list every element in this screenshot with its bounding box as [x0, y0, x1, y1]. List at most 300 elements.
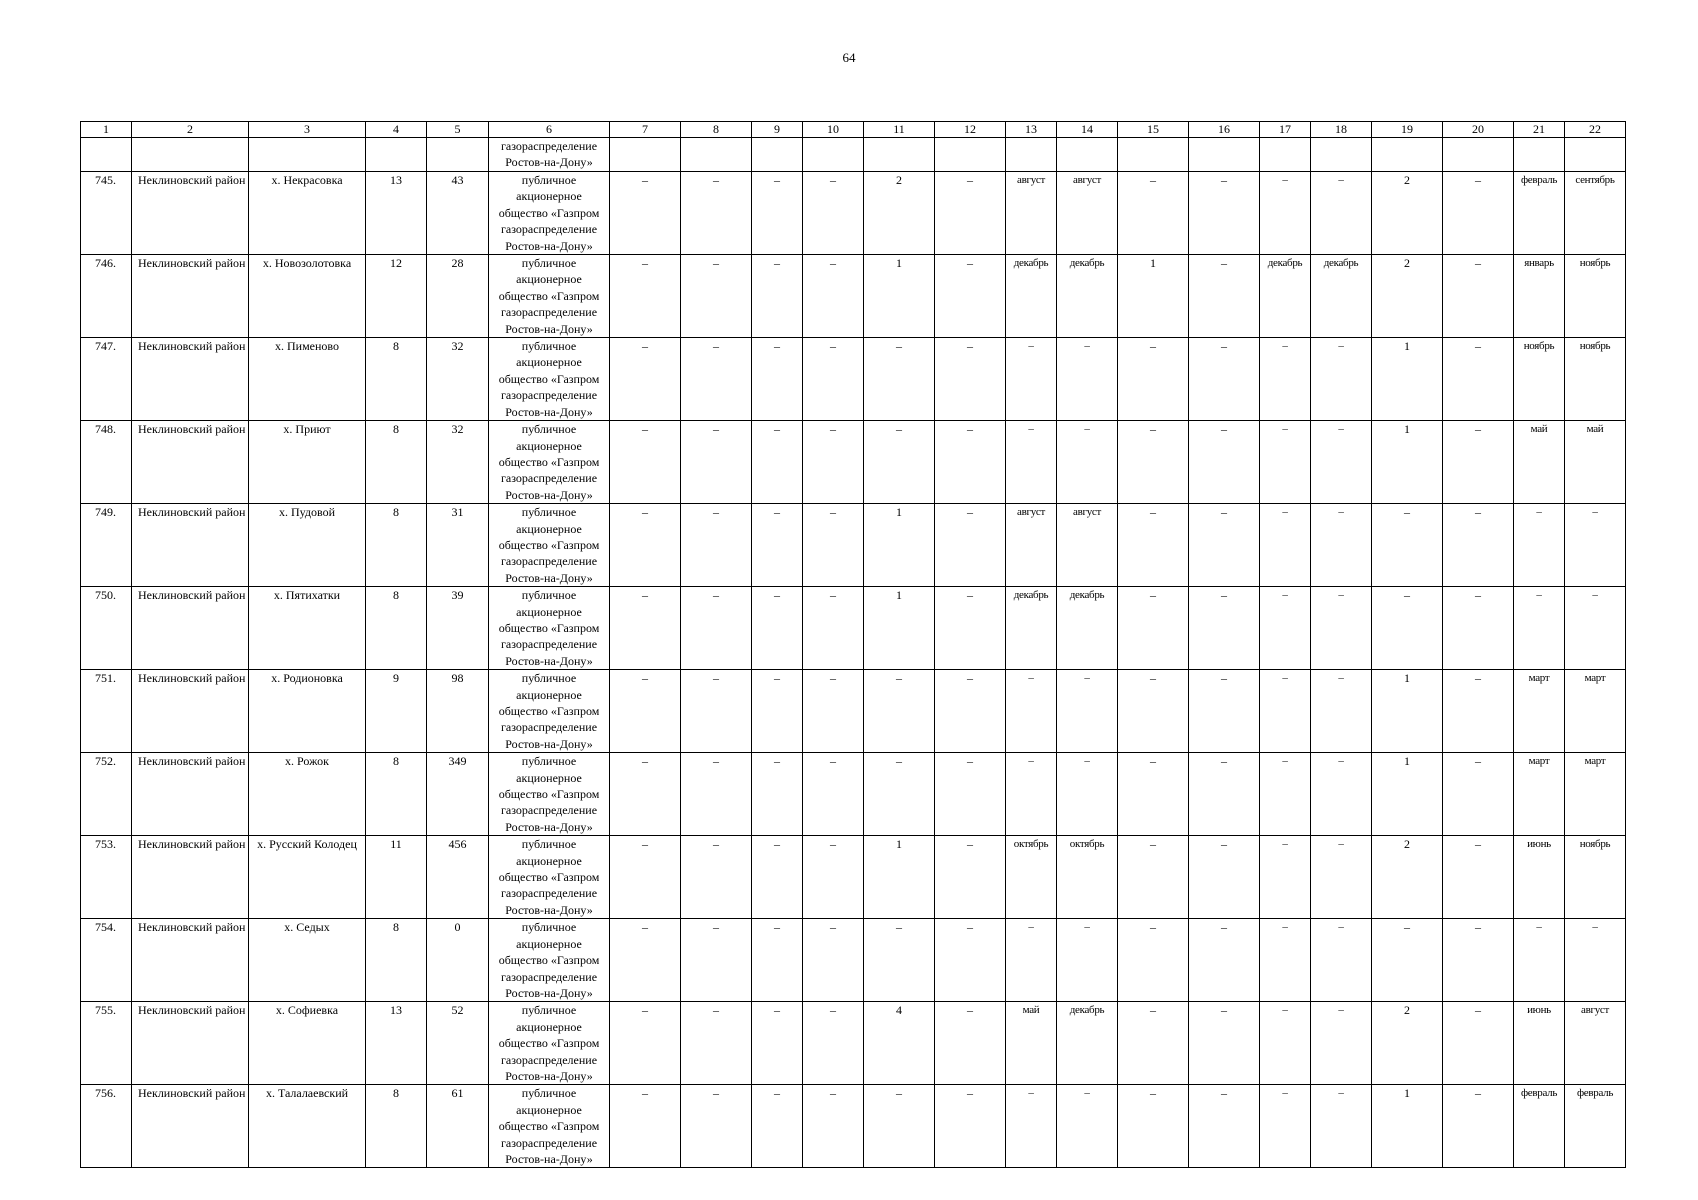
- cell-col-7: –: [610, 670, 681, 753]
- cell-col-22: [1565, 138, 1626, 172]
- cell-col-11: –: [864, 421, 935, 504]
- cell-col-3: х. Талалаевский: [249, 1085, 366, 1168]
- cell-col-17: –: [1260, 421, 1311, 504]
- column-number-4: 4: [366, 122, 427, 138]
- cell-col-10: –: [803, 421, 864, 504]
- cell-col-12: –: [935, 338, 1006, 421]
- column-number-21: 21: [1514, 122, 1565, 138]
- cell-col-10: –: [803, 1002, 864, 1085]
- cell-col-12: –: [935, 836, 1006, 919]
- cell-col-16: –: [1189, 1085, 1260, 1168]
- cell-col-4: 8: [366, 587, 427, 670]
- cell-col-21: июнь: [1514, 1002, 1565, 1085]
- cell-col-7: –: [610, 1085, 681, 1168]
- cell-col-15: –: [1118, 172, 1189, 255]
- column-number-11: 11: [864, 122, 935, 138]
- cell-col-15: –: [1118, 504, 1189, 587]
- cell-col-6: публичное акционерное общество «Газпром газораспределение Ростов-на-Дону»: [489, 172, 610, 255]
- cell-col-3: х. Рожок: [249, 753, 366, 836]
- cell-col-5: 32: [427, 421, 489, 504]
- cell-col-15: –: [1118, 919, 1189, 1002]
- cell-col-22: май: [1565, 421, 1626, 504]
- table-row: [81, 504, 1626, 587]
- cell-col-6: публичное акционерное общество «Газпром газораспределение Ростов-на-Дону»: [489, 338, 610, 421]
- cell-col-19: 2: [1372, 1002, 1443, 1085]
- cell-col-3: х. Родионовка: [249, 670, 366, 753]
- cell-col-11: –: [864, 919, 935, 1002]
- cell-col-10: –: [803, 172, 864, 255]
- cell-col-12: –: [935, 421, 1006, 504]
- cell-col-12: [935, 138, 1006, 172]
- cell-col-6: публичное акционерное общество «Газпром газораспределение Ростов-на-Дону»: [489, 670, 610, 753]
- cell-col-2: Неклиновский район: [132, 255, 249, 338]
- table-row: [81, 1002, 1626, 1085]
- cell-col-17: –: [1260, 172, 1311, 255]
- cell-col-1: 747.: [81, 338, 132, 421]
- cell-col-16: –: [1189, 836, 1260, 919]
- cell-col-1: 750.: [81, 587, 132, 670]
- cell-col-2: Неклиновский район: [132, 1085, 249, 1168]
- cell-col-6: публичное акционерное общество «Газпром газораспределение Ростов-на-Дону»: [489, 919, 610, 1002]
- table-row: [81, 670, 1626, 753]
- cell-col-8: –: [681, 587, 752, 670]
- cell-col-9: –: [752, 836, 803, 919]
- cell-col-22: ноябрь: [1565, 338, 1626, 421]
- cell-col-10: –: [803, 504, 864, 587]
- cell-col-18: –: [1311, 1085, 1372, 1168]
- continuation-row: [81, 138, 1626, 172]
- cell-col-21: июнь: [1514, 836, 1565, 919]
- column-number-22: 22: [1565, 122, 1626, 138]
- cell-col-6: публичное акционерное общество «Газпром газораспределение Ростов-на-Дону»: [489, 587, 610, 670]
- cell-col-13: –: [1006, 1085, 1057, 1168]
- cell-col-9: [752, 138, 803, 172]
- cell-col-3: х. Седых: [249, 919, 366, 1002]
- cell-col-7: –: [610, 1002, 681, 1085]
- column-number-19: 19: [1372, 122, 1443, 138]
- cell-col-9: –: [752, 421, 803, 504]
- cell-col-2: Неклиновский район: [132, 338, 249, 421]
- cell-col-20: –: [1443, 421, 1514, 504]
- cell-col-4: 13: [366, 1002, 427, 1085]
- cell-col-8: –: [681, 670, 752, 753]
- cell-col-4: 8: [366, 504, 427, 587]
- cell-col-7: –: [610, 836, 681, 919]
- cell-col-17: –: [1260, 338, 1311, 421]
- cell-col-19: –: [1372, 919, 1443, 1002]
- cell-col-11: –: [864, 670, 935, 753]
- cell-col-16: –: [1189, 255, 1260, 338]
- cell-col-16: –: [1189, 421, 1260, 504]
- cell-col-3: х. Пудовой: [249, 504, 366, 587]
- cell-col-12: –: [935, 753, 1006, 836]
- cell-col-14: –: [1057, 1085, 1118, 1168]
- cell-col-8: –: [681, 1085, 752, 1168]
- cell-col-8: –: [681, 919, 752, 1002]
- cell-col-2: Неклиновский район: [132, 504, 249, 587]
- cell-col-11: 1: [864, 587, 935, 670]
- cell-col-8: –: [681, 753, 752, 836]
- cell-col-22: –: [1565, 587, 1626, 670]
- table-row: [81, 1085, 1626, 1168]
- cell-col-19: 1: [1372, 1085, 1443, 1168]
- cell-col-16: [1189, 138, 1260, 172]
- cell-col-11: 2: [864, 172, 935, 255]
- cell-col-12: –: [935, 670, 1006, 753]
- cell-col-17: декабрь: [1260, 255, 1311, 338]
- cell-col-21: март: [1514, 670, 1565, 753]
- cell-col-2: Неклиновский район: [132, 587, 249, 670]
- cell-col-22: март: [1565, 753, 1626, 836]
- cell-col-14: –: [1057, 421, 1118, 504]
- table-row: [81, 587, 1626, 670]
- cell-col-22: –: [1565, 919, 1626, 1002]
- cell-col-22: сентябрь: [1565, 172, 1626, 255]
- cell-col-1: 748.: [81, 421, 132, 504]
- cell-col-12: –: [935, 1085, 1006, 1168]
- cell-col-8: [681, 138, 752, 172]
- cell-col-15: –: [1118, 421, 1189, 504]
- column-number-20: 20: [1443, 122, 1514, 138]
- cell-col-11: –: [864, 1085, 935, 1168]
- cell-col-19: 1: [1372, 421, 1443, 504]
- cell-col-15: [1118, 138, 1189, 172]
- cell-col-3: х. Новозолотовка: [249, 255, 366, 338]
- cell-col-18: –: [1311, 338, 1372, 421]
- cell-col-7: –: [610, 172, 681, 255]
- table-row: [81, 919, 1626, 1002]
- cell-col-21: [1514, 138, 1565, 172]
- cell-col-18: –: [1311, 670, 1372, 753]
- cell-col-21: март: [1514, 753, 1565, 836]
- cell-col-4: 12: [366, 255, 427, 338]
- cell-col-5: 349: [427, 753, 489, 836]
- cell-col-17: –: [1260, 1002, 1311, 1085]
- cell-col-9: –: [752, 587, 803, 670]
- cell-col-19: 1: [1372, 753, 1443, 836]
- cell-col-20: –: [1443, 670, 1514, 753]
- cell-col-14: –: [1057, 670, 1118, 753]
- cell-col-18: –: [1311, 919, 1372, 1002]
- cell-col-17: –: [1260, 753, 1311, 836]
- cell-col-4: 8: [366, 421, 427, 504]
- cell-col-15: –: [1118, 1002, 1189, 1085]
- cell-col-14: август: [1057, 172, 1118, 255]
- cell-col-20: –: [1443, 1002, 1514, 1085]
- cell-col-13: –: [1006, 421, 1057, 504]
- cell-col-2: Неклиновский район: [132, 836, 249, 919]
- cell-col-7: –: [610, 255, 681, 338]
- cell-col-22: февраль: [1565, 1085, 1626, 1168]
- cell-col-10: –: [803, 255, 864, 338]
- cell-col-12: –: [935, 255, 1006, 338]
- cell-col-12: –: [935, 172, 1006, 255]
- cell-col-6: публичное акционерное общество «Газпром газораспределение Ростов-на-Дону»: [489, 1002, 610, 1085]
- cell-col-22: август: [1565, 1002, 1626, 1085]
- cell-col-2: Неклиновский район: [132, 421, 249, 504]
- cell-col-20: –: [1443, 255, 1514, 338]
- cell-col-13: май: [1006, 1002, 1057, 1085]
- cell-col-14: октябрь: [1057, 836, 1118, 919]
- cell-col-20: –: [1443, 587, 1514, 670]
- cell-col-5: 61: [427, 1085, 489, 1168]
- cell-col-16: –: [1189, 504, 1260, 587]
- cell-col-17: –: [1260, 504, 1311, 587]
- cell-col-8: –: [681, 421, 752, 504]
- cell-col-21: –: [1514, 919, 1565, 1002]
- cell-col-13: август: [1006, 172, 1057, 255]
- cell-col-17: –: [1260, 836, 1311, 919]
- cell-col-6: публичное акционерное общество «Газпром газораспределение Ростов-на-Дону»: [489, 753, 610, 836]
- cell-col-9: –: [752, 670, 803, 753]
- cell-col-21: февраль: [1514, 172, 1565, 255]
- cell-col-15: –: [1118, 670, 1189, 753]
- cell-col-4: 8: [366, 338, 427, 421]
- cell-col-5: 0: [427, 919, 489, 1002]
- cell-col-11: 1: [864, 504, 935, 587]
- cell-col-15: –: [1118, 587, 1189, 670]
- cell-col-1: 754.: [81, 919, 132, 1002]
- cell-col-5: 456: [427, 836, 489, 919]
- cell-col-17: –: [1260, 670, 1311, 753]
- cell-col-6: публичное акционерное общество «Газпром газораспределение Ростов-на-Дону»: [489, 504, 610, 587]
- cell-col-1: 753.: [81, 836, 132, 919]
- cell-col-5: 32: [427, 338, 489, 421]
- cell-col-20: –: [1443, 172, 1514, 255]
- cell-col-14: –: [1057, 919, 1118, 1002]
- cell-col-8: –: [681, 255, 752, 338]
- cell-col-10: –: [803, 587, 864, 670]
- cell-col-4: 8: [366, 919, 427, 1002]
- cell-col-14: август: [1057, 504, 1118, 587]
- cell-col-20: –: [1443, 919, 1514, 1002]
- cell-col-6: публичное акционерное общество «Газпром газораспределение Ростов-на-Дону»: [489, 421, 610, 504]
- cell-col-9: –: [752, 255, 803, 338]
- cell-col-20: –: [1443, 338, 1514, 421]
- cell-col-22: март: [1565, 670, 1626, 753]
- cell-col-16: –: [1189, 670, 1260, 753]
- column-number-6: 6: [489, 122, 610, 138]
- table-row: [81, 753, 1626, 836]
- cell-col-11: 1: [864, 836, 935, 919]
- cell-col-6: газораспределение Ростов-на-Дону»: [489, 138, 610, 172]
- cell-col-2: Неклиновский район: [132, 919, 249, 1002]
- cell-col-22: ноябрь: [1565, 836, 1626, 919]
- column-number-9: 9: [752, 122, 803, 138]
- cell-col-16: –: [1189, 1002, 1260, 1085]
- cell-col-19: –: [1372, 504, 1443, 587]
- cell-col-7: –: [610, 338, 681, 421]
- cell-col-5: [427, 138, 489, 172]
- column-number-2: 2: [132, 122, 249, 138]
- column-number-16: 16: [1189, 122, 1260, 138]
- table-row: [81, 836, 1626, 919]
- cell-col-14: декабрь: [1057, 1002, 1118, 1085]
- cell-col-1: 749.: [81, 504, 132, 587]
- cell-col-20: –: [1443, 504, 1514, 587]
- cell-col-19: 1: [1372, 670, 1443, 753]
- cell-col-18: –: [1311, 587, 1372, 670]
- cell-col-19: [1372, 138, 1443, 172]
- cell-col-20: –: [1443, 836, 1514, 919]
- cell-col-12: –: [935, 504, 1006, 587]
- cell-col-5: 39: [427, 587, 489, 670]
- cell-col-15: –: [1118, 1085, 1189, 1168]
- cell-col-10: –: [803, 836, 864, 919]
- cell-col-18: [1311, 138, 1372, 172]
- cell-col-1: [81, 138, 132, 172]
- cell-col-4: 8: [366, 753, 427, 836]
- cell-col-7: –: [610, 421, 681, 504]
- cell-col-8: –: [681, 338, 752, 421]
- column-number-7: 7: [610, 122, 681, 138]
- cell-col-16: –: [1189, 753, 1260, 836]
- cell-col-19: 1: [1372, 338, 1443, 421]
- cell-col-9: –: [752, 1085, 803, 1168]
- cell-col-3: х. Пименово: [249, 338, 366, 421]
- column-number-17: 17: [1260, 122, 1311, 138]
- cell-col-10: [803, 138, 864, 172]
- cell-col-2: Неклиновский район: [132, 1002, 249, 1085]
- cell-col-6: публичное акционерное общество «Газпром газораспределение Ростов-на-Дону»: [489, 836, 610, 919]
- cell-col-17: –: [1260, 1085, 1311, 1168]
- cell-col-13: декабрь: [1006, 587, 1057, 670]
- column-number-15: 15: [1118, 122, 1189, 138]
- table-row: [81, 338, 1626, 421]
- cell-col-14: –: [1057, 753, 1118, 836]
- cell-col-21: –: [1514, 504, 1565, 587]
- cell-col-3: х. Приют: [249, 421, 366, 504]
- cell-col-9: –: [752, 172, 803, 255]
- cell-col-8: –: [681, 1002, 752, 1085]
- cell-col-2: Неклиновский район: [132, 753, 249, 836]
- cell-col-15: –: [1118, 836, 1189, 919]
- cell-col-18: –: [1311, 1002, 1372, 1085]
- table-row: [81, 421, 1626, 504]
- column-number-8: 8: [681, 122, 752, 138]
- cell-col-1: 755.: [81, 1002, 132, 1085]
- cell-col-7: –: [610, 753, 681, 836]
- cell-col-3: [249, 138, 366, 172]
- cell-col-18: –: [1311, 753, 1372, 836]
- cell-col-13: –: [1006, 753, 1057, 836]
- column-number-5: 5: [427, 122, 489, 138]
- cell-col-11: [864, 138, 935, 172]
- cell-col-2: Неклиновский район: [132, 670, 249, 753]
- cell-col-19: 2: [1372, 255, 1443, 338]
- cell-col-6: публичное акционерное общество «Газпром газораспределение Ростов-на-Дону»: [489, 255, 610, 338]
- cell-col-3: х. Русский Колодец: [249, 836, 366, 919]
- cell-col-14: декабрь: [1057, 587, 1118, 670]
- cell-col-21: –: [1514, 587, 1565, 670]
- cell-col-4: 13: [366, 172, 427, 255]
- cell-col-16: –: [1189, 919, 1260, 1002]
- column-number-18: 18: [1311, 122, 1372, 138]
- cell-col-8: –: [681, 836, 752, 919]
- cell-col-8: –: [681, 172, 752, 255]
- cell-col-19: 2: [1372, 836, 1443, 919]
- cell-col-17: –: [1260, 587, 1311, 670]
- cell-col-14: [1057, 138, 1118, 172]
- cell-col-9: –: [752, 338, 803, 421]
- column-number-10: 10: [803, 122, 864, 138]
- cell-col-11: –: [864, 338, 935, 421]
- cell-col-19: –: [1372, 587, 1443, 670]
- cell-col-4: 8: [366, 1085, 427, 1168]
- cell-col-3: х. Пятихатки: [249, 587, 366, 670]
- cell-col-14: –: [1057, 338, 1118, 421]
- cell-col-3: х. Некрасовка: [249, 172, 366, 255]
- page-number: 64: [842, 50, 856, 65]
- cell-col-10: –: [803, 338, 864, 421]
- cell-col-18: декабрь: [1311, 255, 1372, 338]
- cell-col-4: 11: [366, 836, 427, 919]
- cell-col-20: [1443, 138, 1514, 172]
- cell-col-13: декабрь: [1006, 255, 1057, 338]
- cell-col-9: –: [752, 919, 803, 1002]
- cell-col-13: октябрь: [1006, 836, 1057, 919]
- cell-col-19: 2: [1372, 172, 1443, 255]
- cell-col-20: –: [1443, 753, 1514, 836]
- cell-col-16: –: [1189, 172, 1260, 255]
- cell-col-15: 1: [1118, 255, 1189, 338]
- cell-col-18: –: [1311, 836, 1372, 919]
- cell-col-7: –: [610, 504, 681, 587]
- cell-col-18: –: [1311, 421, 1372, 504]
- cell-col-20: –: [1443, 1085, 1514, 1168]
- cell-col-15: –: [1118, 338, 1189, 421]
- cell-col-1: 752.: [81, 753, 132, 836]
- cell-col-9: –: [752, 504, 803, 587]
- cell-col-17: [1260, 138, 1311, 172]
- column-number-3: 3: [249, 122, 366, 138]
- cell-col-4: 9: [366, 670, 427, 753]
- cell-col-3: х. Софиевка: [249, 1002, 366, 1085]
- cell-col-7: –: [610, 919, 681, 1002]
- table-row: [81, 255, 1626, 338]
- cell-col-10: –: [803, 1085, 864, 1168]
- column-number-row: [81, 122, 1626, 138]
- cell-col-21: февраль: [1514, 1085, 1565, 1168]
- cell-col-7: [610, 138, 681, 172]
- cell-col-8: –: [681, 504, 752, 587]
- cell-col-13: [1006, 138, 1057, 172]
- cell-col-10: –: [803, 753, 864, 836]
- cell-col-9: –: [752, 1002, 803, 1085]
- cell-col-5: 43: [427, 172, 489, 255]
- cell-col-13: –: [1006, 919, 1057, 1002]
- cell-col-7: –: [610, 587, 681, 670]
- cell-col-15: –: [1118, 753, 1189, 836]
- cell-col-22: ноябрь: [1565, 255, 1626, 338]
- column-number-1: 1: [81, 122, 132, 138]
- cell-col-18: –: [1311, 172, 1372, 255]
- cell-col-11: 4: [864, 1002, 935, 1085]
- column-number-14: 14: [1057, 122, 1118, 138]
- cell-col-16: –: [1189, 587, 1260, 670]
- column-number-12: 12: [935, 122, 1006, 138]
- cell-col-9: –: [752, 753, 803, 836]
- cell-col-18: –: [1311, 504, 1372, 587]
- column-number-13: 13: [1006, 122, 1057, 138]
- cell-col-1: 756.: [81, 1085, 132, 1168]
- cell-col-12: –: [935, 587, 1006, 670]
- cell-col-12: –: [935, 919, 1006, 1002]
- cell-col-1: 745.: [81, 172, 132, 255]
- cell-col-5: 98: [427, 670, 489, 753]
- cell-col-5: 52: [427, 1002, 489, 1085]
- data-table: [80, 121, 1626, 1168]
